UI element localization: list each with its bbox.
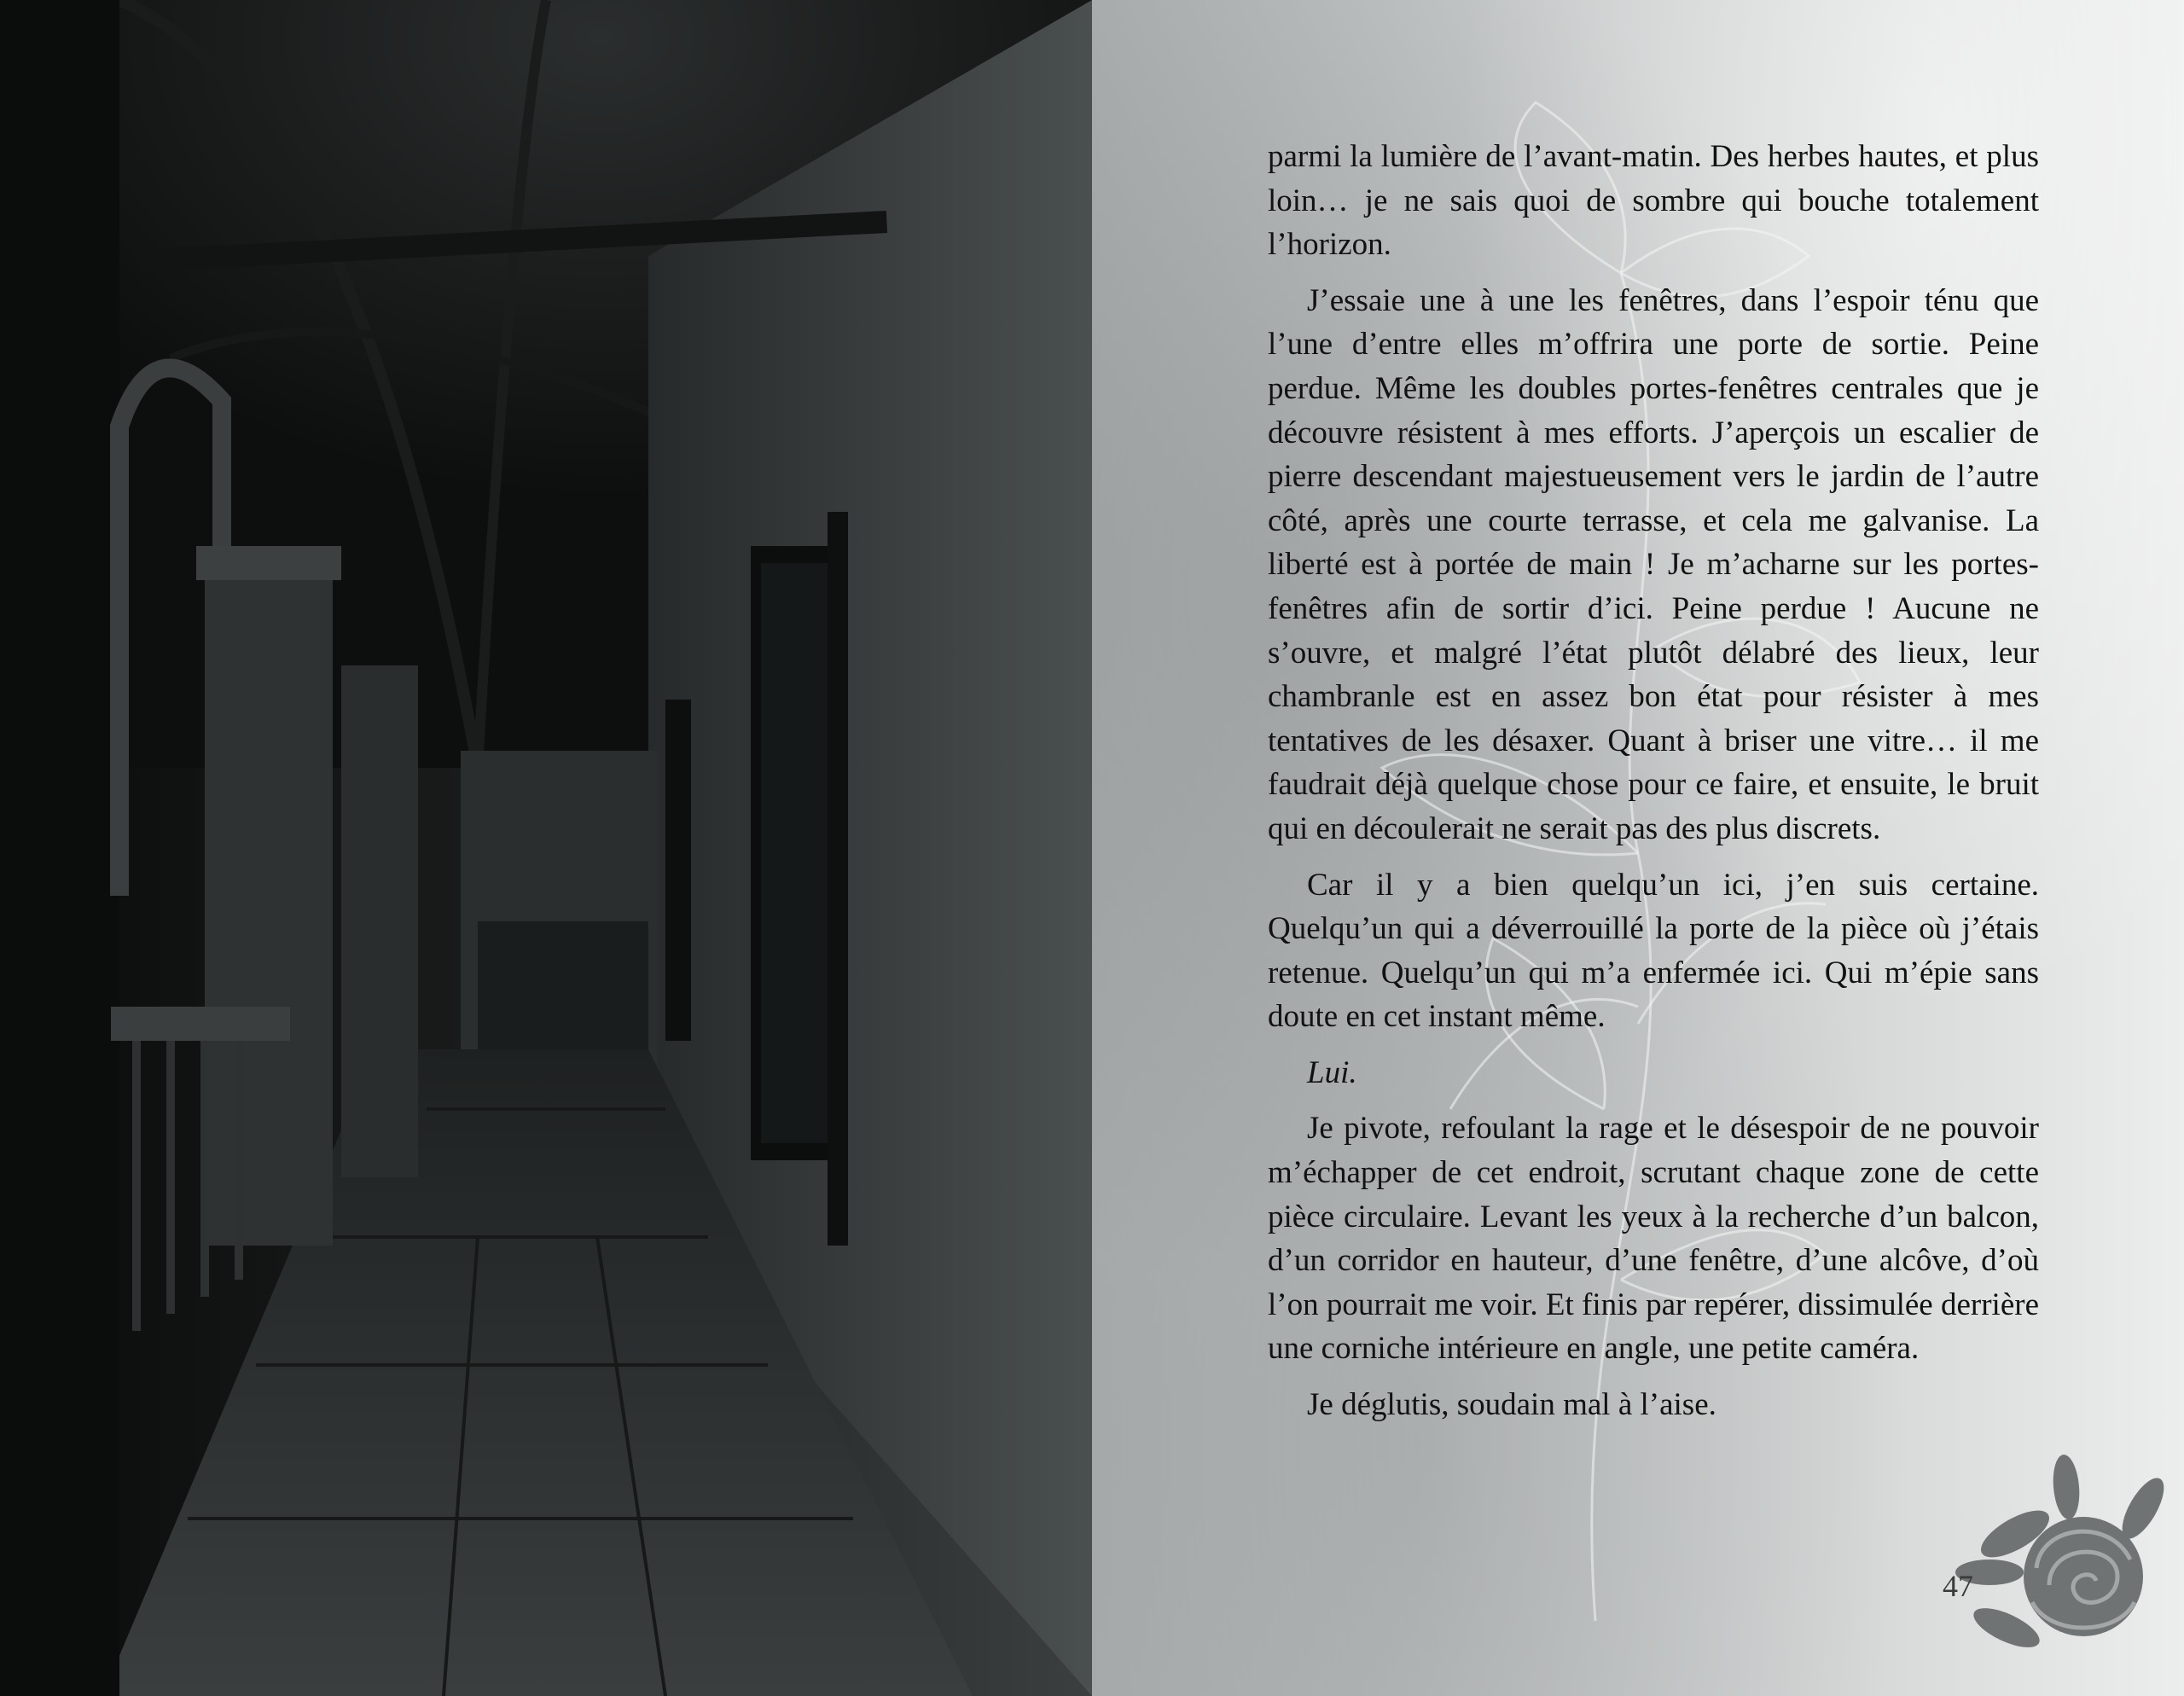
page-text (1268, 135, 2039, 1439)
page-number: 47 (1943, 1569, 1973, 1603)
paragraph: J’essaie une à une les fenêtres, dans l’espoir ténu que l’une d’entre elles m’offrira une porte de sortie. Peine perdue. Même les doubles portes-fenêtres centrales que je découvre résistent à mes efforts. J’aperçois un escalier de pierre descendant majestueusement vers le jardin de l’autre côté, après une courte terrasse, et cela me galvanise. La liberté est à portée de main ! Je m’acharne sur les portes-fenêtres afin de sortir d’ici. Peine perdue ! Aucune ne s’ouvre, et malgré l’état plutôt délabré des lieux, leur chambranle est en assez bon état pour résister à mes tentatives de les désaxer. Quant à briser une vitre… il me faudrait déjà quelque chose pour ce faire, et ensuite, le bruit qui en découlerait ne serait pas des plus discrets. (1268, 282, 2039, 846)
paragraph: Car il y a bien quelqu’un ici, j’en suis certaine. Quelqu’un qui a déverrouillé la porte de la pièce où j’étais retenue. Quelqu’un qui m’a enfermée ici. Qui m’épie sans doute en cet instant même. (1268, 867, 2039, 1035)
rose-ornament-icon (1955, 1454, 2172, 1655)
paragraph: Je déglutis, soudain mal à l’aise. (1307, 1387, 1716, 1423)
paragraph: Je pivote, refoulant la rage et le désespoir de ne pouvoir m’échapper de cet endroit, scrutant chaque zone de cette pièce circulaire. Levant les yeux à la recherche d’un balcon, d’un corridor en hauteur, d’une fenêtre, d’une alcôve, d’où l’on pourrait me voir. Et finis par repérer, dissimulée derrière une corniche intérieure en angle, une petite caméra. (1268, 1111, 2039, 1367)
paragraph: Lui. (1307, 1054, 1357, 1090)
paragraph: parmi la lumière de l’avant-matin. Des herbes hautes, et plus loin… je ne sais quoi de sombre qui bouche totalement l’horizon. (1268, 139, 2039, 263)
text-page (1092, 0, 2184, 1696)
